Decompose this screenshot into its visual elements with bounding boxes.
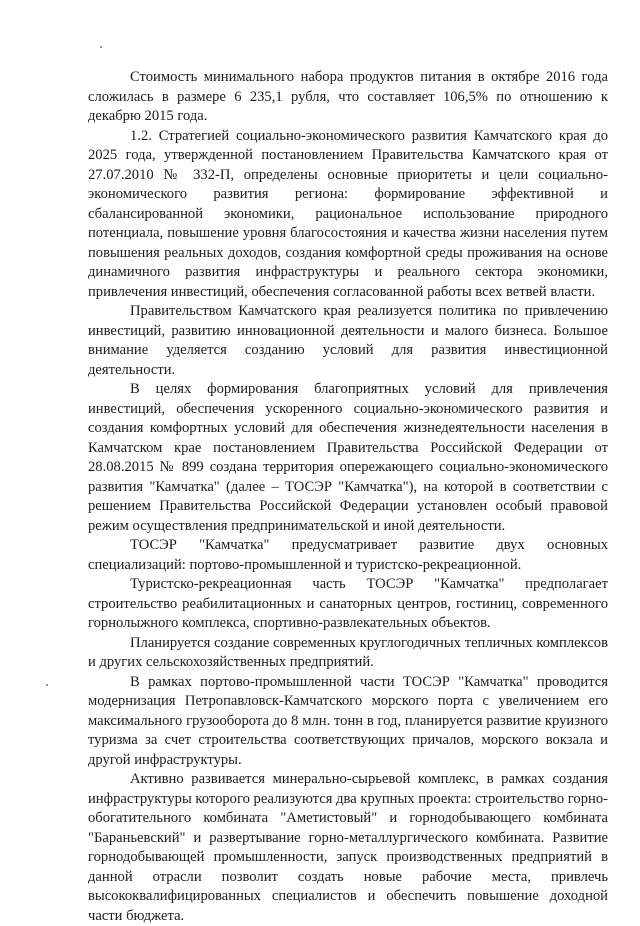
paragraph-development-strategy: 1.2. Стратегией социально-экономического развития Камчатского края до 2025 года, утвержденной постановлением Правительства Камчатского края от 27.07.2010 № 332-П, определены основные приоритеты и цели социально-экономического развития региона: формирование эффективной и сбалансированной экономики, рациональное использование природного потенциала, повышение уровня благосостояния и качества жизни населения путем повышения реальных доходов, создания комфортной среды проживания на основе динамичного развития инфраструктуры и реального сектора экономики, привлечения инвестиций, обеспечения согласованной работы всех ветвей власти. xyxy=(88,127,608,300)
paragraph-port-industrial: В рамках портово-промышленной части ТОСЭР "Камчатка" проводится модернизация Петропавловск-Камчатского морского порта с увеличением его максимального грузооборота до 8 млн. тонн в год, планируется развитие круизного туризма за счет строительства соответствующих причалов, морского вокзала и другой инфраструктуры. xyxy=(88,673,608,768)
paragraph-tosер-specializations: ТОСЭР "Камчатка" предусматривает развитие двух основных специализаций: портово-промышленной и туристско-рекреационной. xyxy=(88,537,608,573)
paragraph-greenhouse-complexes: Планируется создание современных круглогодичных тепличных комплексов и других сельскохозяйственных предприятий. xyxy=(88,634,608,670)
scan-speck xyxy=(100,46,102,48)
paragraph-investment-policy: Правительством Камчатского края реализуется политика по привлечению инвестиций, развитию инновационной деятельности и малого бизнеса. Большое внимание уделяется созданию условий для развития инвестиционной деятельности. xyxy=(88,303,608,378)
document-body xyxy=(88,68,608,926)
paragraph-mineral-resources: Активно развивается минерально-сырьевой комплекс, в рамках создания инфраструктуры которого реализуются два крупных проекта: строительство горно-обогатительного комбината "Аметистовый" и горнодобывающего комбината "Бараньевский" и развертывание горно-металлургического комбината. Развитие горнодобывающей промышленности, запуск производственных предприятий в данной отрасли позволит создать новые рабочие места, привлечь высококвалифицированных специалистов и обеспечить повышение доходной части бюджета. xyxy=(88,771,608,924)
paragraph-tosер-creation: В целях формирования благоприятных условий для привлечения инвестиций, обеспечения ускоренного социально-экономического развития и создания комфортных условий для обеспечения жизнедеятельности населения в Камчатском крае постановлением Правительства Российской Федерации от 28.08.2015 № 899 создана территория опережающего социально-экономического развития "Камчатка" (далее – ТОСЭР "Камчатка"), на которой в соответствии с решением Правительства Российской Федерации установлен особый правовой режим осуществления предпринимательской и иной деятельности. xyxy=(88,381,608,534)
scan-speck xyxy=(46,684,48,686)
paragraph-food-basket-cost: Стоимость минимального набора продуктов питания в октябре 2016 года сложилась в размере 6 235,1 рубля, что составляет 106,5% по отношению к декабрю 2015 года. xyxy=(88,69,608,124)
paragraph-tourism-recreation: Туристско-рекреационная часть ТОСЭР "Камчатка" предполагает строительство реабилитационных и санаторных центров, гостиниц, современного горнолыжного комплекса, спортивно-развлекательных объектов. xyxy=(88,576,608,631)
